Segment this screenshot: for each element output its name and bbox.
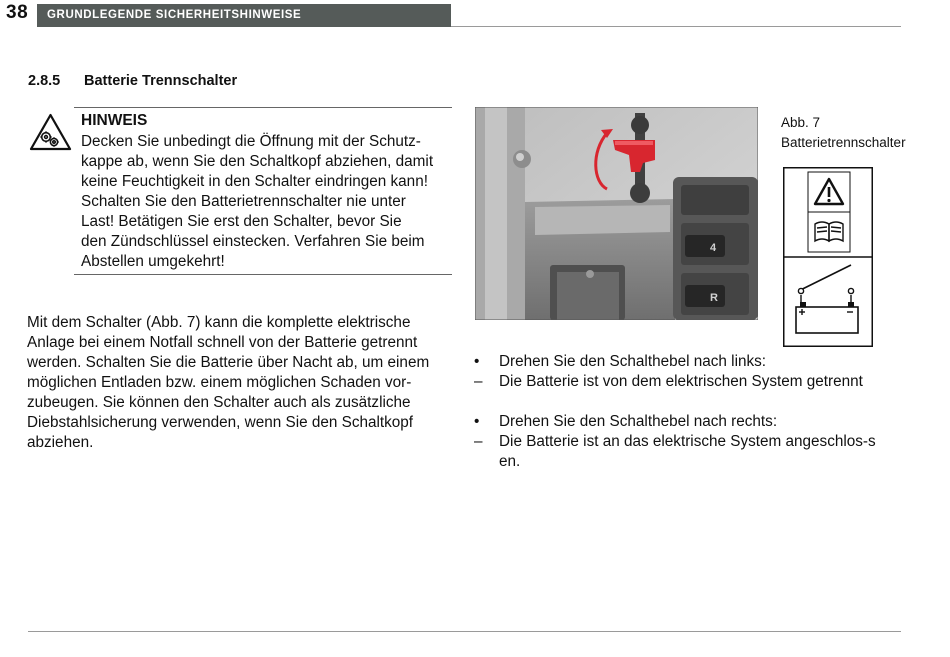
note-line: Last! Betätigen Sie erst den Schalter, bevor Sie xyxy=(81,213,402,230)
body-line: werden. Schalten Sie die Batterie über Nacht ab, um einem xyxy=(27,354,430,371)
body-line: abziehen. xyxy=(27,434,94,451)
step-result xyxy=(474,432,884,472)
step-result xyxy=(474,372,904,392)
body-line: möglichen Entladen bzw. einem möglichen Schaden vor- xyxy=(27,374,412,391)
note-line: Abstellen umgekehrt! xyxy=(81,253,225,270)
step-text: Die Batterie ist an das elektrische System angeschlos-sen. xyxy=(499,433,876,470)
page-number: 38 xyxy=(6,2,29,23)
switch-label-r: R xyxy=(710,292,718,304)
footer-rule xyxy=(28,631,901,632)
section-banner xyxy=(37,4,451,27)
header-rule xyxy=(451,26,901,27)
body-line: Diebstahlsicherung verwenden, wenn Sie den Schaltkopf xyxy=(27,414,414,431)
note-divider-bottom xyxy=(74,274,452,275)
body-line: zubeugen. Sie können den Schalter auch als zusätzliche xyxy=(27,394,411,411)
section-banner-label: GRUNDLEGENDE SICHERHEITSHINWEISE xyxy=(47,9,302,21)
step-text: Die Batterie ist von dem elektrischen System getrennt xyxy=(499,373,863,390)
battery-switch-photo xyxy=(475,107,758,320)
note-line: kappe ab, wenn Sie den Schaltkopf abziehen, damit xyxy=(81,153,434,170)
body-line: Anlage bei einem Notfall schnell von der Batterie getrennt xyxy=(27,334,418,351)
bullet-marker: • xyxy=(474,353,480,370)
note-line: Decken Sie unbedingt die Öffnung mit der Schutz- xyxy=(81,133,421,150)
note-heading: HINWEIS xyxy=(81,112,148,129)
step-item xyxy=(474,412,904,432)
battery-symbol-panel xyxy=(783,167,873,347)
warning-gears-icon xyxy=(29,113,72,151)
switch-label-4: 4 xyxy=(710,242,717,254)
note-line: Schalten Sie den Batterietrennschalter nie unter xyxy=(81,193,406,210)
note-line: keine Feuchtigkeit in den Schalter eindringen kann! xyxy=(81,173,428,190)
section-number: 2.8.5 xyxy=(28,73,61,89)
dash-marker: – xyxy=(474,373,483,390)
body-paragraph xyxy=(27,313,451,453)
note-divider-top xyxy=(74,107,452,108)
body-line: Mit dem Schalter (Abb. 7) kann die komplette elektrische xyxy=(27,314,411,331)
note-line: den Zündschlüssel einstecken. Verfahren Sie beim xyxy=(81,233,425,250)
figure-caption: Batterietrennschalter xyxy=(781,135,906,150)
step-item xyxy=(474,352,904,372)
section-title: Batterie Trennschalter xyxy=(84,73,238,89)
figure-label: Abb. 7 xyxy=(781,115,821,130)
bullet-marker: • xyxy=(474,413,480,430)
step-text: Drehen Sie den Schalthebel nach rechts: xyxy=(499,413,778,430)
dash-marker: – xyxy=(474,433,483,450)
note-text xyxy=(81,132,445,272)
step-text: Drehen Sie den Schalthebel nach links: xyxy=(499,353,767,370)
